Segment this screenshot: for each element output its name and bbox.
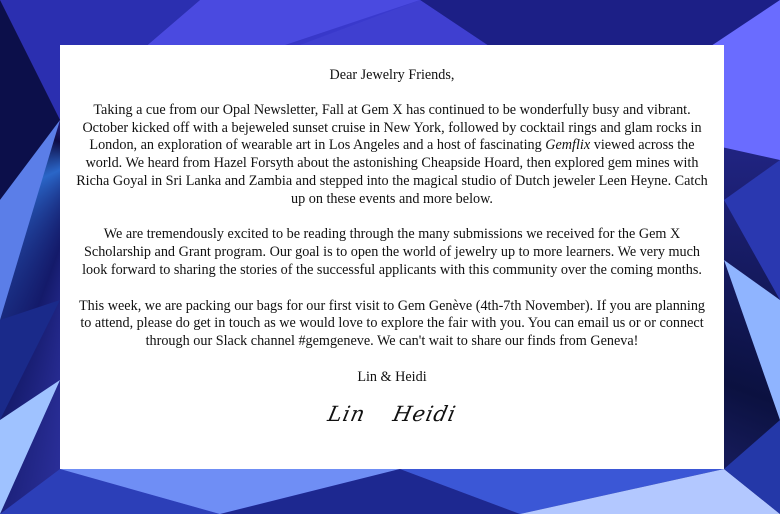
handwritten-signature <box>312 402 472 427</box>
greeting: Dear Jewelry Friends, <box>329 67 455 83</box>
signoff: Lin & Heidi <box>357 368 427 385</box>
paragraph-events-start: Taking a cue from our Opal Newsletter, Fall at Gem X has continued to be wonderfully busy and vibrant. October kicked off with a bejeweled sunset cruise in New York, followed by cocktail rings and glam rocks in London, an exploration of wearable art in Los Angeles and a host of fascinating <box>82 101 702 154</box>
paragraph-events <box>74 102 710 209</box>
paragraph-geneve: This week, we are packing our bags for our first visit to Gem Genève (4th-7th November). If you are planning to attend, please do get in touch as we would love to explore the fair with you. You can email us or or connect through our Slack channel #gemgeneve. We can't wait to share our finds from Geneva! <box>78 297 706 350</box>
signature-heidi: Heidi <box>390 402 459 427</box>
letter-card <box>60 45 724 469</box>
paragraph-scholarship: We are tremendously excited to be reading through the many submissions we received for the Gem X Scholarship and Grant program. Our goal is to open the world of jewelry up to more learners. We very much look forward to sharing the stories of the successful applicants with this community over the coming months. <box>82 226 702 278</box>
paragraph-events-end: viewed across the world. We heard from Hazel Forsyth about the astonishing Cheapside Hoard, then explored gem mines with Richa Goyal in Sri Lanka and Zambia and stepped into the magical studio of Dutch jeweler Leen Heyne. Catch up on these events and more below. <box>76 137 708 207</box>
gemflix-text: Gemflix <box>545 137 591 154</box>
signature-lin: Lin <box>325 402 369 427</box>
